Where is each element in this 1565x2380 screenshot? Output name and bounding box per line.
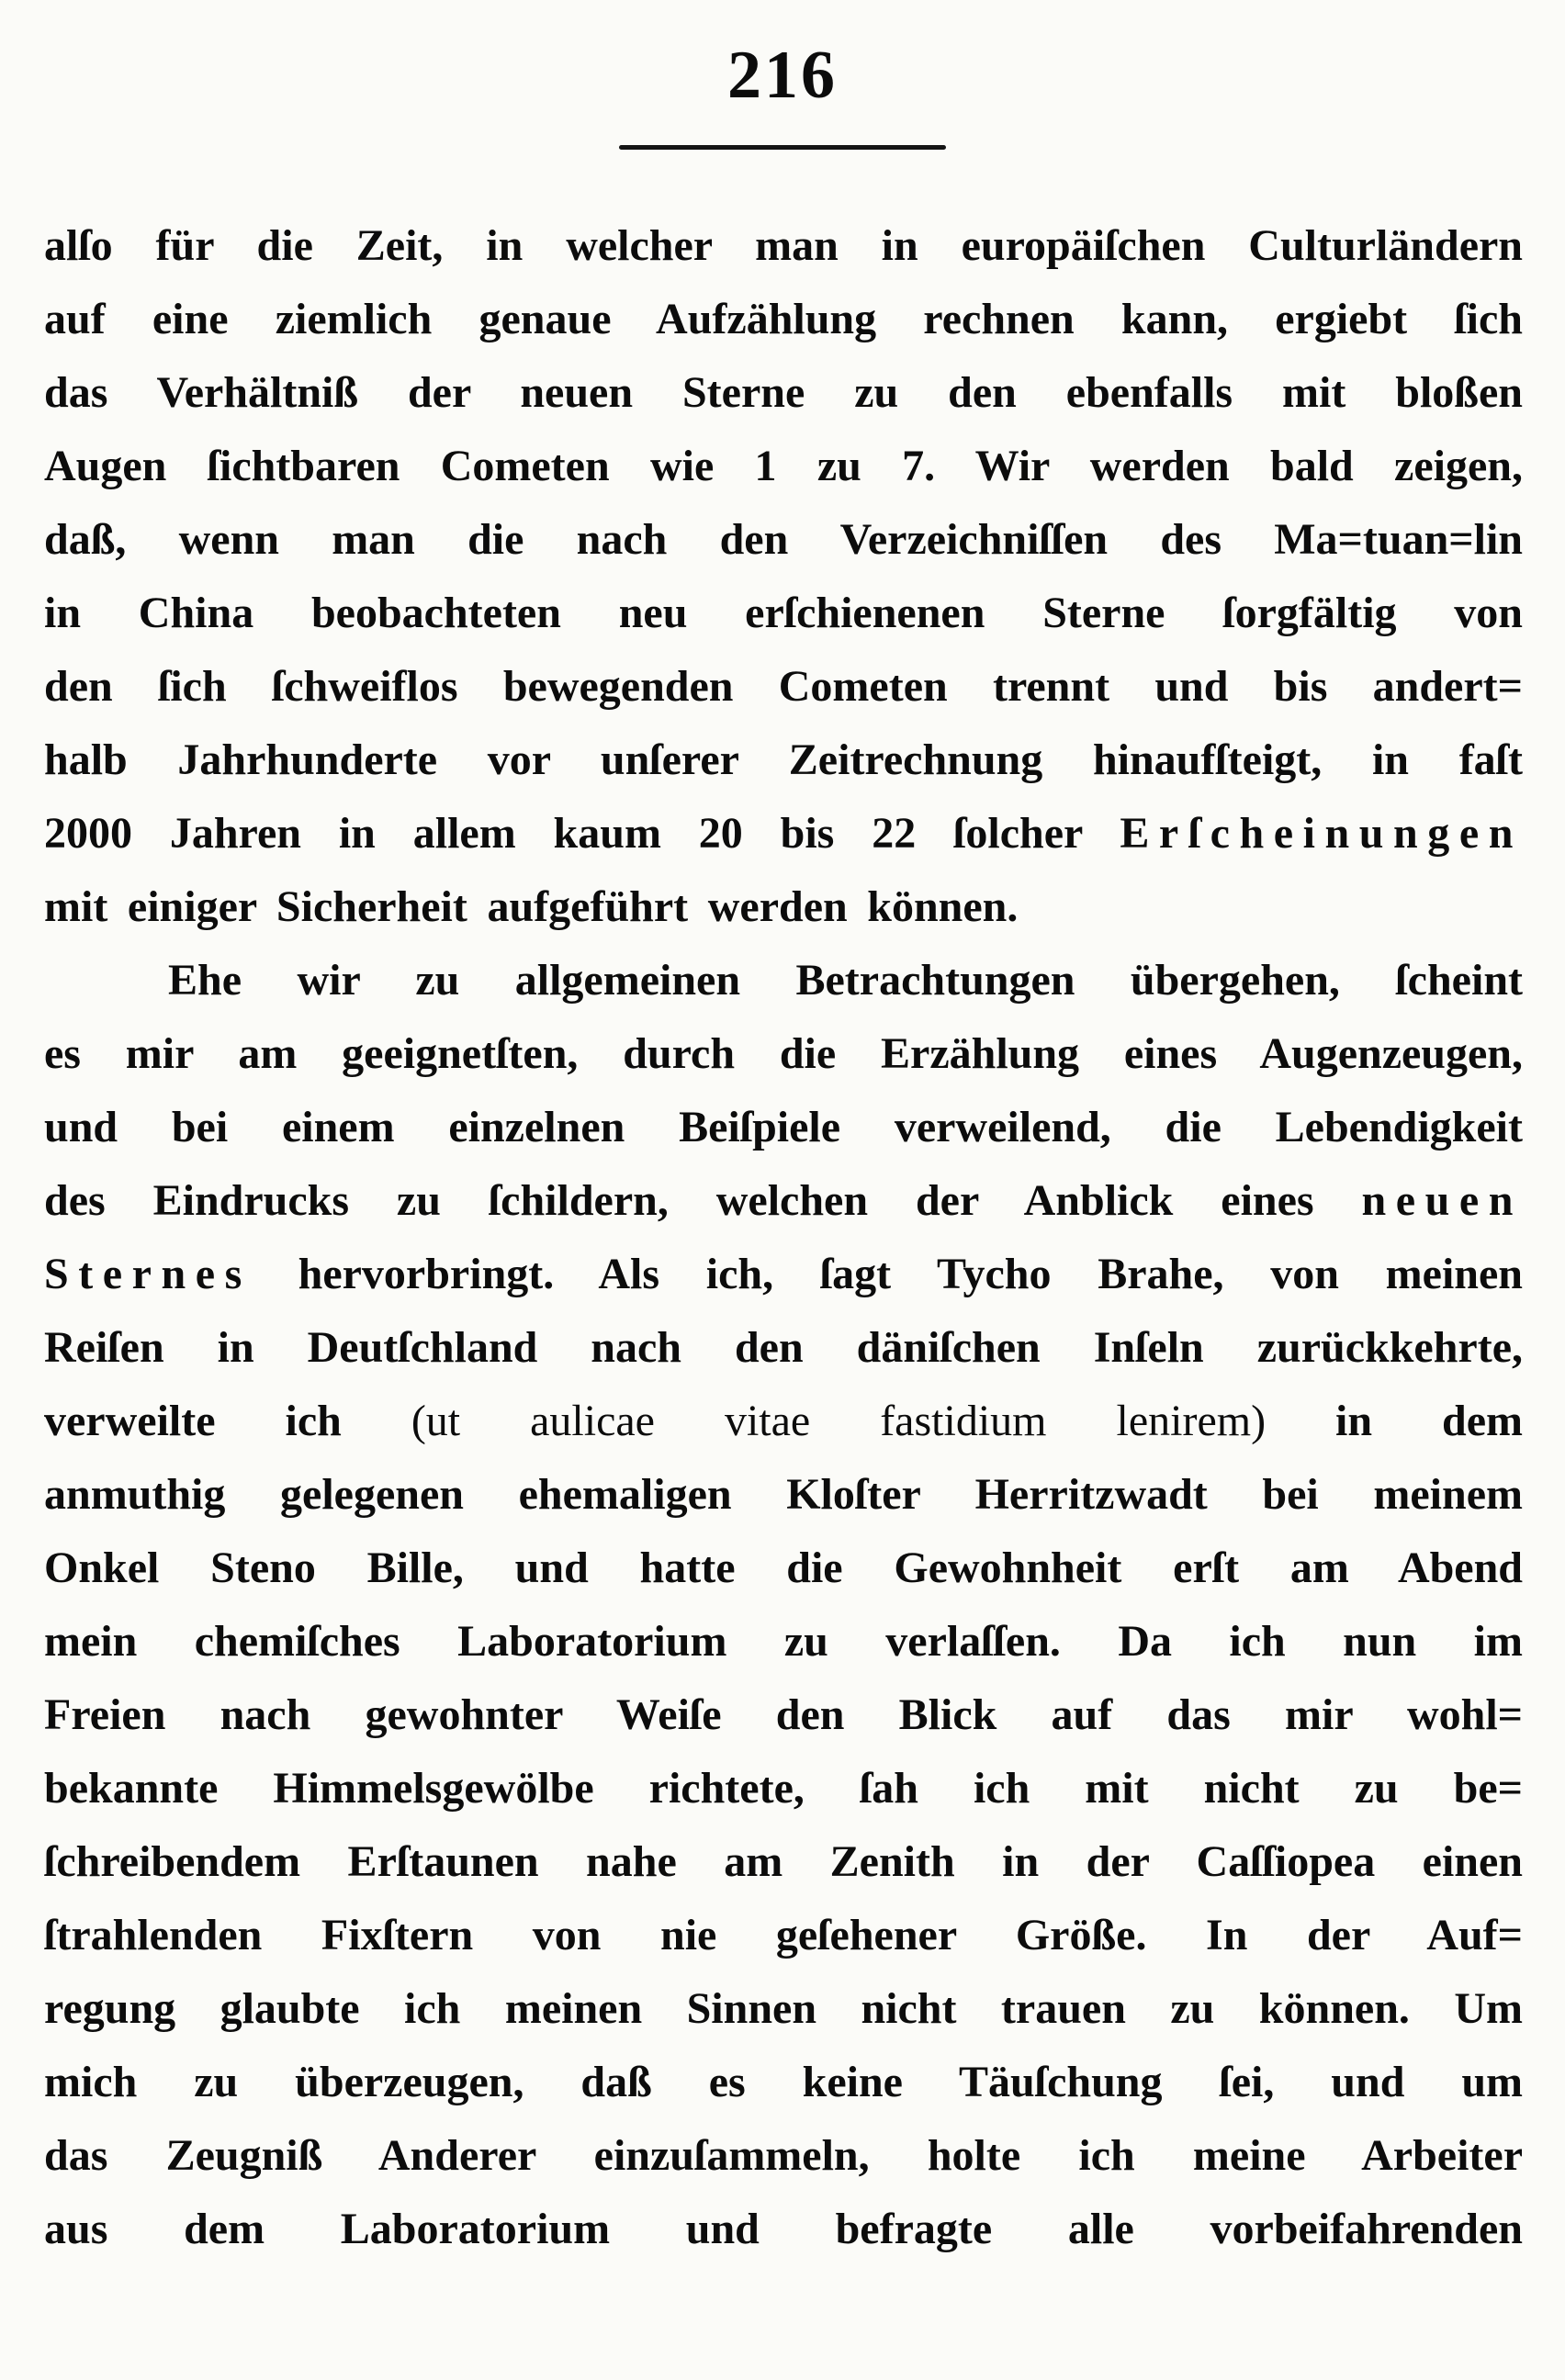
emphasized-text-segment: neuen	[1361, 1176, 1523, 1225]
text-line	[44, 577, 1523, 650]
text-segment: auf eine ziemlich genaue Aufzählung rechnen kann, ergiebt ſich	[44, 295, 1523, 343]
text-line	[44, 283, 1523, 356]
text-segment: mein chemiſches Laboratorium zu verlaſſen. Da ich nun im	[44, 1617, 1523, 1666]
text-line	[44, 1164, 1523, 1238]
text-segment: ſtrahlenden Fixſtern von nie geſehener Größe. In der Auf=	[44, 1911, 1523, 1959]
latin-text-segment: (ut aulicae vitae fastidium lenirem)	[411, 1397, 1267, 1445]
text-segment: in China beobachteten neu erſchienenen Sterne ſorgfältig von	[44, 589, 1523, 637]
text-segment: aus dem Laboratorium und befragte alle vorbeifahrenden	[44, 2205, 1523, 2253]
text-line	[44, 1532, 1523, 1605]
text-line	[44, 1899, 1523, 1972]
text-line	[44, 1091, 1523, 1164]
text-line	[44, 1678, 1523, 1752]
text-segment: den ſich ſchweiflos bewegenden Cometen trennt und bis andert=	[44, 662, 1523, 711]
text-line	[44, 430, 1523, 503]
header-rule	[619, 145, 946, 150]
text-line	[44, 1972, 1523, 2046]
text-line	[44, 1385, 1523, 1458]
text-segment: Freien nach gewohnter Weiſe den Blick auf das mir wohl=	[44, 1690, 1523, 1739]
text-line	[44, 650, 1523, 724]
text-line	[44, 2046, 1523, 2119]
text-segment: bekannte Himmelsgewölbe richtete, ſah ich mit nicht zu be=	[44, 1764, 1523, 1813]
text-segment: des Eindrucks zu ſchildern, welchen der Anblick eines	[44, 1176, 1362, 1225]
text-line	[44, 1458, 1523, 1532]
text-line	[44, 2119, 1523, 2193]
text-line	[44, 1238, 1523, 1311]
text-segment: hervorbringt. Als ich, ſagt Tycho Brahe, von meinen	[251, 1250, 1523, 1298]
emphasized-text-segment: Sternes	[44, 1250, 252, 1298]
text-line	[44, 2193, 1523, 2266]
text-segment: Onkel Steno Bille, und hatte die Gewohnheit erſt am Abend	[44, 1544, 1523, 1592]
text-line	[44, 797, 1523, 870]
text-segment: regung glaubte ich meinen Sinnen nicht trauen zu können. Um	[44, 1984, 1523, 2033]
text-segment: das Zeugniß Anderer einzuſammeln, holte ich meine Arbeiter	[44, 2131, 1523, 2180]
text-segment: es mir am geeignetſten, durch die Erzählung eines Augenzeugen,	[44, 1029, 1523, 1078]
text-line	[44, 944, 1523, 1017]
text-line	[44, 870, 1523, 944]
text-segment: halb Jahrhunderte vor unſerer Zeitrechnung hinaufſteigt, in faſt	[44, 735, 1523, 784]
text-line	[44, 1825, 1523, 1899]
text-segment: in dem	[1266, 1397, 1523, 1445]
text-line	[44, 1605, 1523, 1678]
text-segment: und bei einem einzelnen Beiſpiele verweilend, die Lebendigkeit	[44, 1103, 1523, 1151]
text-line	[44, 724, 1523, 797]
text-line	[44, 356, 1523, 430]
text-segment: alſo für die Zeit, in welcher man in europäiſchen Culturländern	[44, 221, 1523, 270]
text-block	[44, 209, 1523, 2266]
text-line	[44, 503, 1523, 577]
text-segment: mich zu überzeugen, daß es keine Täuſchung ſei, und um	[44, 2058, 1523, 2106]
text-segment: Augen ſichtbaren Cometen wie 1 zu 7. Wir werden bald zeigen,	[44, 442, 1523, 490]
text-segment: anmuthig gelegenen ehemaligen Kloſter Herritzwadt bei meinem	[44, 1470, 1523, 1519]
text-segment: das Verhältniß der neuen Sterne zu den ebenfalls mit bloßen	[44, 368, 1523, 417]
text-segment: Reiſen in Deutſchland nach den däniſchen Inſeln zurückkehrte,	[44, 1323, 1523, 1372]
text-segment: mit einiger Sicherheit aufgeführt werden können.	[44, 882, 1019, 931]
text-line	[44, 1017, 1523, 1091]
text-line	[44, 1752, 1523, 1825]
page-number: 216	[727, 38, 838, 113]
text-segment: verweilte ich	[44, 1397, 411, 1445]
text-segment: ſchreibendem Erſtaunen nahe am Zenith in der Caſſiopea einen	[44, 1837, 1523, 1886]
text-line	[44, 209, 1523, 283]
text-segment: 2000 Jahren in allem kaum 20 bis 22 ſolcher	[44, 809, 1120, 858]
emphasized-text-segment: Erſcheinungen	[1120, 809, 1523, 858]
text-segment: daß, wenn man die nach den Verzeichniſſen des Ma=tuan=lin	[44, 515, 1523, 564]
text-line	[44, 1311, 1523, 1385]
text-segment: Ehe wir zu allgemeinen Betrachtungen übergehen, ſcheint	[168, 956, 1523, 1005]
